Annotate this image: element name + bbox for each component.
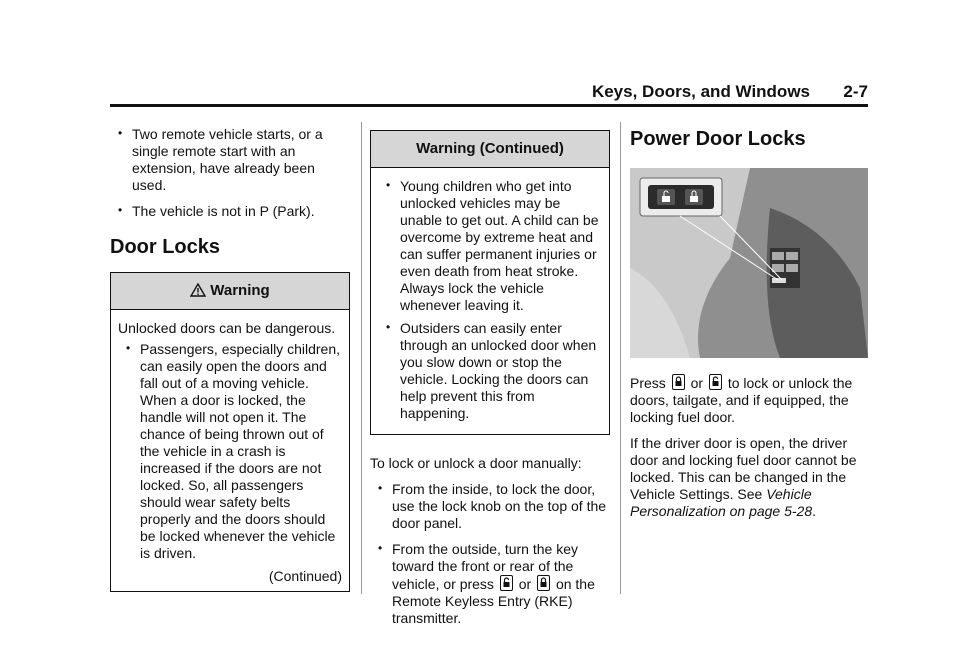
warning-title-text: Warning [210,282,270,299]
warning-title: Warning (Continued) [371,131,609,168]
paragraph: To lock or unlock a door manually: [370,455,582,471]
section-title: Keys, Doors, and Windows [591,82,810,101]
column-2 [370,130,610,636]
list-item: • Two remote vehicle starts, or a single remote start with an extension, have already been used. [110,126,350,194]
warning-title [111,273,349,310]
text-run: or [690,375,704,391]
warning-body [111,310,349,591]
door-lock-switch-photo [630,168,868,358]
warning-triangle-icon [190,283,206,297]
continued-label: (Continued) [268,568,342,584]
unlock-key-icon [709,374,722,390]
warning-box [110,272,350,592]
paragraph [630,374,870,426]
text-run: on the Remote Keyless Entry (RKE) transmitter. [392,576,595,626]
bullet-list [118,341,342,562]
text-run: If the driver door is open, the driver door and locking fuel door cannot be locked. This can be changed in the Vehicle Settings. See [630,435,857,502]
text-run: Press [630,375,666,391]
running-header [110,82,868,102]
bullet-list [370,481,610,627]
lock-key-icon [672,374,685,390]
list-item: • Passengers, especially children, can easily open the doors and fall out of a moving vehicle. When a door is locked, the handle will not open it. The chance of being thrown out of the vehicle in a crash is increased if the doors are not locked. So, all passengers should wear safety belts properly and the doors should be locked whenever the vehicle is driven. [118,341,342,562]
text-run: From the outside, turn the key toward the front or rear of the vehicle, or press [392,541,578,592]
column-1 [110,126,350,592]
list-item: • The vehicle is not in P (Park). [110,203,350,220]
paragraph [630,435,870,520]
column-3 [630,128,870,529]
text-run: . [812,503,817,519]
page-number: 2-7 [843,82,868,101]
warning-box-continued [370,130,610,435]
bullet-list [378,178,602,422]
column-divider [361,122,362,594]
unlock-key-icon [500,575,513,591]
warning-body [371,168,609,434]
column-divider [620,122,621,594]
list-item: • Young children who get into unlocked vehicles may be unable to get out. A child can be overcome by extreme heat and can suffer permanent injuries or even death from heat stroke. Always lock the vehicle whenever leaving it. [378,178,602,314]
header-rule [110,104,868,107]
list-item: • From the inside, to lock the door, use the lock knob on the top of the door panel. [370,481,610,532]
lock-key-icon [537,575,550,591]
list-item [370,541,610,627]
cross-reference: Vehicle Personalization on page 5-28 [630,486,813,519]
warning-intro: Unlocked doors can be dangerous. [118,320,336,336]
section-heading: Door Locks [110,236,221,258]
text-run: to lock or unlock the doors, tailgate, and if equipped, the locking fuel door. [630,375,853,425]
list-item: • Outsiders can easily enter through an unlocked door when you slow down or stop the vehicle. Locking the doors can help prevent this from happening. [378,320,602,422]
text-run: or [518,576,532,592]
section-heading: Power Door Locks [630,128,806,150]
bullet-list [110,126,350,220]
